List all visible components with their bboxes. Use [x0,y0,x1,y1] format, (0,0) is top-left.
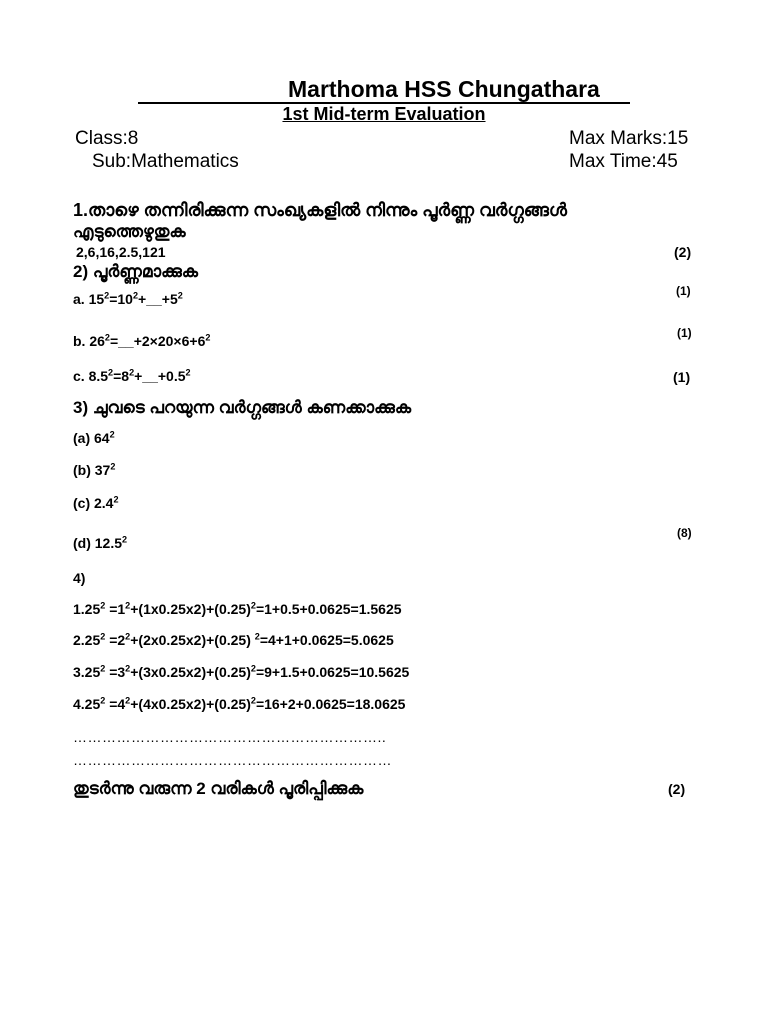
q2-b-marks: (1) [677,326,692,340]
max-marks: Max Marks:15 [569,128,689,149]
class-label: Class:8 [75,128,139,149]
q3-text: 3) ചുവടെ പറയുന്ന വർഗ്ഗങ്ങൾ കണക്കാക്കുക [73,398,412,417]
q4-marks: (2) [668,781,686,797]
q2-text: 2) പൂർണ്ണമാക്കുക [73,262,199,281]
q3-b: (b) $37^2$ [73,461,116,478]
q2-b: b. $26^2=\_\_+2\times 20\times 6+6^2$ [73,332,211,349]
q4-line-2: $2.25^2 =2^2+(2x0.25x2)+(0.25)$ $^2$=4+1+0.0625=5.0625 [73,631,394,648]
q2-c-marks: (1) [673,369,691,385]
dotted-line-2: ………………………………………………………… [73,752,392,768]
school-title: Marthoma HSS Chungathara [138,76,630,104]
max-time: Max Time:45 [569,151,678,172]
q1-text-line1: 1.താഴെ തന്നിരിക്കുന്ന സംഖ്യകളിൽ നിന്നും പൂർണ്ണ വർഗ്ഗങ്ങൾ [73,200,567,220]
subject-label: Sub:Mathematics [92,151,239,172]
q2-a: a. $15^2=10^2+\_\_+5^2$ [73,290,183,307]
q4-line-1: $1.25^2 =1^2+(1x0.25x2)+(0.25)^2=1+0.5+0.0625=1.5625$ [73,600,402,617]
q3-marks: (8) [677,526,692,540]
dotted-line-1: ……………………………………………………….. [73,729,387,745]
q3-c: (c) $2.4^2$ [73,494,119,511]
q2-c: c. $8.5^2=8^2+\_\_+0.5^2$ [73,367,191,384]
q4-label: 4) [73,570,86,586]
q1-marks: (2) [674,244,692,260]
q3-d: (d) 12.5$^2$ [73,534,128,551]
exam-title: 1st Mid-term Evaluation [282,104,486,124]
q4-line-3: $3.25^2 =3^2+(3x0.25x2)+(0.25)^2=9+1.5+0.0625=10.5625$ [73,663,410,680]
q4-instruction: തുടർന്നു വരുന്ന 2 വരികൾ പൂരിപ്പിക്കുക [73,779,364,798]
q4-line-4: $4.25^2 =4^2+(4x0.25x2)+(0.25)^2=16+2+0.0625=18.0625$ [73,695,406,712]
q3-a: (a) $64^2$ [73,429,115,446]
q1-text-line2: എടുത്തെഴുതുക [73,222,186,241]
q2-a-marks: (1) [676,284,691,298]
q1-numbers: 2,6,16,2.5,121 [76,244,166,260]
